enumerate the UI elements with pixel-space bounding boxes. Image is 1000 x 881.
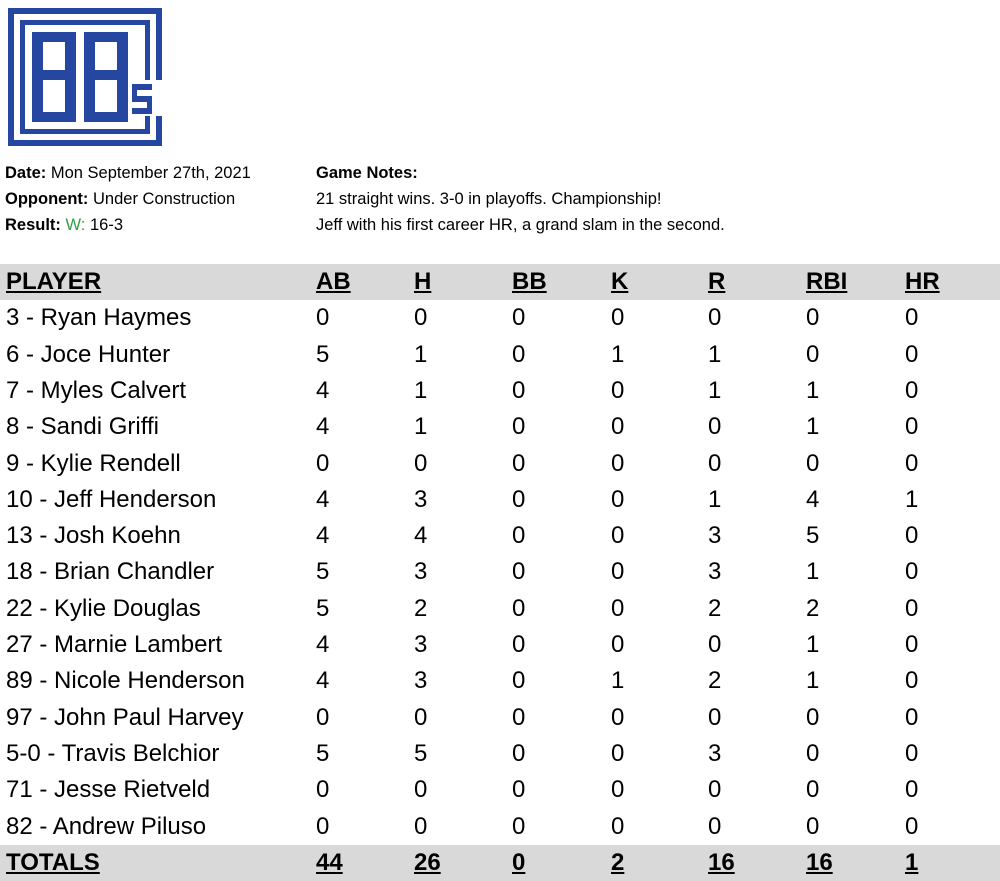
cell-hr: 0 [905, 667, 919, 695]
cell-r: 0 [708, 631, 722, 658]
table-row [0, 591, 1000, 627]
cell-player: 71 - Jesse Rietveld [6, 776, 211, 804]
cell-hr: 0 [905, 413, 919, 441]
cell-bb: 0 [512, 558, 526, 586]
cell-k: 0 [611, 594, 625, 622]
cell-hr: 0 [905, 703, 919, 731]
cell-r: 3 [708, 739, 722, 767]
opponent-label: Opponent: [5, 190, 89, 208]
cell-rbi: 1 [806, 558, 820, 586]
cell-player: 10 - Jeff Henderson [6, 485, 217, 513]
opponent-value: Under Construction [93, 190, 236, 208]
column-header-bb: BB [512, 268, 547, 295]
cell-r: 2 [708, 667, 722, 695]
total-h: 26 [414, 848, 441, 876]
cell-player: 8 - Sandi Griffi [6, 413, 159, 441]
cell-rbi: 0 [806, 739, 820, 767]
cell-r: 1 [708, 485, 722, 513]
cell-ab: 0 [316, 449, 330, 477]
cell-ab: 0 [316, 776, 330, 804]
table-row [0, 300, 1000, 336]
cell-player: 3 - Ryan Haymes [6, 304, 192, 332]
cell-rbi: 0 [806, 703, 820, 731]
cell-player: 5-0 - Travis Belchior [6, 739, 220, 767]
cell-ab: 4 [316, 485, 330, 513]
cell-bb: 0 [512, 413, 526, 441]
cell-k: 0 [611, 776, 625, 804]
table-row [0, 554, 1000, 590]
cell-player: 22 - Kylie Douglas [6, 594, 201, 622]
cell-bb: 0 [512, 776, 526, 804]
cell-k: 1 [611, 667, 625, 695]
cell-k: 1 [611, 340, 625, 368]
cell-bb: 0 [512, 703, 526, 731]
cell-h: 2 [414, 594, 428, 622]
column-header-rbi: RBI [806, 268, 848, 295]
cell-bb: 0 [512, 485, 526, 513]
cell-rbi: 1 [806, 667, 820, 695]
cell-k: 0 [611, 485, 625, 513]
cell-h: 1 [414, 413, 428, 441]
cell-ab: 0 [316, 304, 330, 332]
cell-r: 1 [708, 376, 722, 404]
cell-k: 0 [611, 376, 625, 404]
result-score: 16-3 [89, 216, 124, 234]
cell-hr: 0 [905, 812, 919, 840]
cell-k: 0 [611, 631, 625, 658]
cell-player: 97 - John Paul Harvey [6, 703, 244, 731]
table-row [0, 446, 1000, 482]
result-label: Result: [5, 216, 61, 234]
game-info [5, 160, 251, 238]
cell-hr: 0 [905, 449, 919, 477]
cell-player: 9 - Kylie Rendell [6, 449, 181, 477]
cell-r: 0 [708, 812, 722, 840]
cell-r: 0 [708, 304, 722, 332]
cell-hr: 0 [905, 776, 919, 804]
cell-h: 0 [414, 776, 428, 804]
column-header-k: K [611, 268, 629, 295]
table-row [0, 627, 1000, 663]
column-header-r: R [708, 268, 726, 295]
cell-rbi: 4 [806, 485, 820, 513]
game-notes-label: Game Notes: [316, 164, 418, 182]
total-rbi: 16 [806, 848, 833, 876]
table-row [0, 772, 1000, 808]
table-row [0, 409, 1000, 445]
cell-ab: 4 [316, 413, 330, 441]
table-row [0, 337, 1000, 373]
cell-ab: 5 [316, 594, 330, 622]
column-header-hr: HR [905, 268, 940, 295]
cell-h: 3 [414, 558, 428, 586]
table-row [0, 700, 1000, 736]
game-note-line: Jeff with his first career HR, a grand slam in the second. [316, 216, 725, 234]
cell-k: 0 [611, 522, 625, 550]
cell-k: 0 [611, 703, 625, 731]
cell-player: 27 - Marnie Lambert [6, 631, 223, 658]
cell-rbi: 0 [806, 304, 820, 332]
table-row [0, 809, 1000, 845]
total-player: TOTALS [6, 848, 100, 876]
cell-h: 5 [414, 739, 428, 767]
cell-h: 0 [414, 304, 428, 332]
cell-bb: 0 [512, 304, 526, 332]
table-row [0, 736, 1000, 772]
result-line [5, 212, 251, 238]
table-header-row [0, 264, 1000, 300]
cell-player: 7 - Myles Calvert [6, 376, 187, 404]
total-hr: 1 [905, 848, 919, 876]
result-outcome: W: [65, 216, 86, 234]
cell-hr: 0 [905, 631, 919, 658]
cell-bb: 0 [512, 522, 526, 550]
cell-h: 4 [414, 522, 428, 550]
cell-h: 0 [414, 703, 428, 731]
total-k: 2 [611, 848, 625, 876]
cell-r: 0 [708, 703, 722, 731]
cell-h: 1 [414, 340, 428, 368]
date-value: Mon September 27th, 2021 [50, 164, 251, 182]
cell-k: 0 [611, 812, 625, 840]
cell-ab: 5 [316, 558, 330, 586]
cell-player: 89 - Nicole Henderson [6, 667, 245, 695]
cell-r: 1 [708, 340, 722, 368]
cell-bb: 0 [512, 594, 526, 622]
cell-r: 0 [708, 776, 722, 804]
cell-hr: 0 [905, 304, 919, 332]
cell-ab: 4 [316, 376, 330, 404]
cell-rbi: 0 [806, 812, 820, 840]
cell-rbi: 1 [806, 376, 820, 404]
cell-player: 18 - Brian Chandler [6, 558, 215, 586]
cell-ab: 5 [316, 340, 330, 368]
cell-rbi: 5 [806, 522, 820, 550]
cell-h: 1 [414, 376, 428, 404]
cell-r: 3 [708, 558, 722, 586]
cell-hr: 0 [905, 376, 919, 404]
cell-r: 3 [708, 522, 722, 550]
cell-k: 0 [611, 413, 625, 441]
game-notes [316, 160, 725, 238]
cell-player: 6 - Joce Hunter [6, 340, 171, 368]
cell-h: 3 [414, 485, 428, 513]
cell-bb: 0 [512, 376, 526, 404]
cell-player: 13 - Josh Koehn [6, 522, 181, 550]
column-header-ab: AB [316, 268, 351, 295]
cell-rbi: 0 [806, 776, 820, 804]
cell-bb: 0 [512, 812, 526, 840]
cell-ab: 5 [316, 739, 330, 767]
cell-h: 3 [414, 631, 428, 658]
date-label: Date: [5, 164, 47, 182]
date-line [5, 160, 251, 186]
game-note-line: 21 straight wins. 3-0 in playoffs. Championship! [316, 190, 662, 208]
table-row [0, 482, 1000, 518]
cell-rbi: 1 [806, 631, 820, 658]
cell-h: 0 [414, 449, 428, 477]
total-bb: 0 [512, 848, 526, 876]
cell-bb: 0 [512, 631, 526, 658]
cell-k: 0 [611, 304, 625, 332]
cell-hr: 0 [905, 739, 919, 767]
cell-k: 0 [611, 558, 625, 586]
team-logo [8, 8, 162, 146]
cell-bb: 0 [512, 449, 526, 477]
cell-r: 0 [708, 449, 722, 477]
cell-h: 3 [414, 667, 428, 695]
cell-r: 0 [708, 413, 722, 441]
column-header-h: H [414, 268, 432, 295]
cell-k: 0 [611, 449, 625, 477]
total-ab: 44 [316, 848, 343, 876]
cell-player: 82 - Andrew Piluso [6, 812, 207, 840]
cell-h: 0 [414, 812, 428, 840]
cell-hr: 0 [905, 558, 919, 586]
cell-hr: 0 [905, 522, 919, 550]
cell-hr: 1 [905, 485, 919, 513]
cell-bb: 0 [512, 340, 526, 368]
cell-ab: 4 [316, 522, 330, 550]
cell-k: 0 [611, 739, 625, 767]
totals-row [0, 845, 1000, 881]
table-row [0, 663, 1000, 699]
cell-r: 2 [708, 594, 722, 622]
cell-bb: 0 [512, 667, 526, 695]
total-r: 16 [708, 848, 735, 876]
cell-rbi: 2 [806, 594, 820, 622]
table-row [0, 518, 1000, 554]
cell-ab: 4 [316, 667, 330, 695]
cell-hr: 0 [905, 340, 919, 368]
cell-bb: 0 [512, 739, 526, 767]
cell-rbi: 1 [806, 413, 820, 441]
cell-rbi: 0 [806, 340, 820, 368]
cell-rbi: 0 [806, 449, 820, 477]
cell-ab: 0 [316, 812, 330, 840]
table-row [0, 373, 1000, 409]
cell-hr: 0 [905, 594, 919, 622]
cell-ab: 4 [316, 631, 330, 658]
opponent-line [5, 186, 251, 212]
cell-ab: 0 [316, 703, 330, 731]
column-header-player: PLAYER [6, 268, 102, 295]
